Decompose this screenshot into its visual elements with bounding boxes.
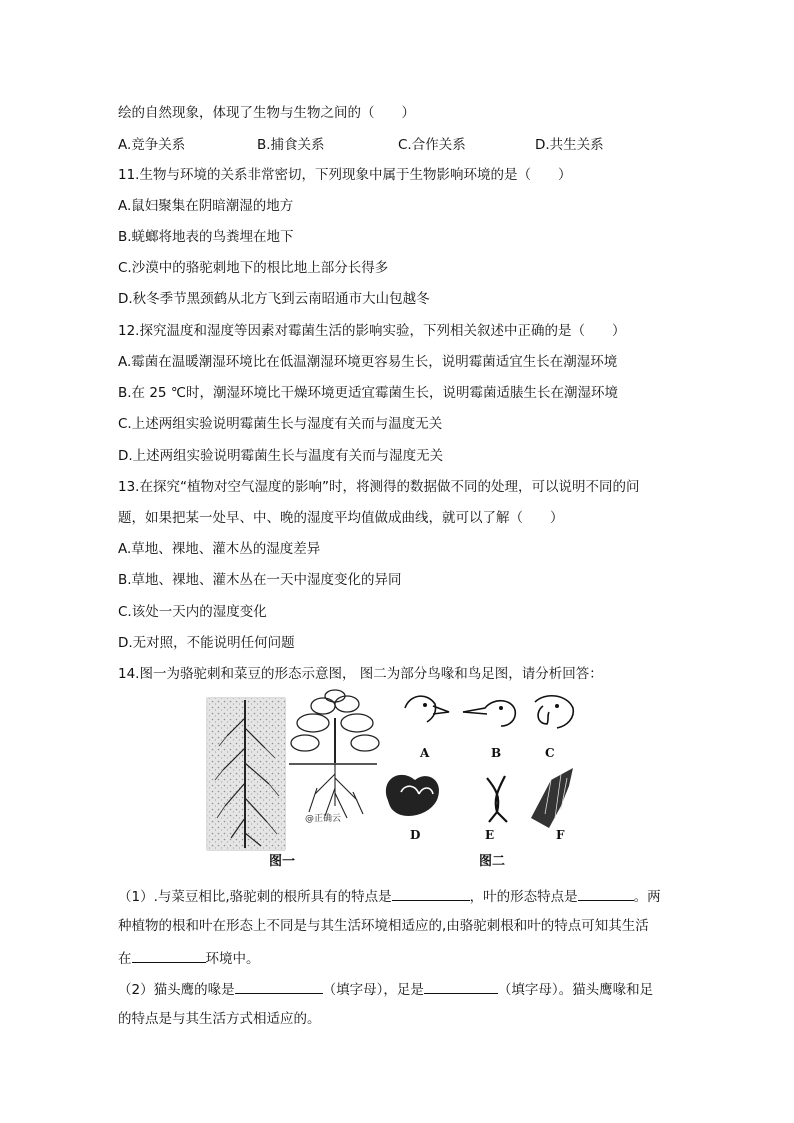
answer-blank-2[interactable] (578, 886, 634, 901)
question-13-option-c: C.该处一天内的湿度变化 (118, 604, 267, 620)
question-13-option-d: D.无对照，不能说明任何问题 (118, 635, 295, 651)
option-b: B.捕食关系 (257, 137, 325, 153)
part-2-line-1 (118, 979, 653, 999)
bird-foot-e (487, 776, 507, 822)
question-10-options (118, 133, 678, 153)
option-c: C.合作关系 (398, 137, 466, 153)
label-a: A (420, 746, 430, 760)
question-12-option-a: A.霉菌在温暖潮湿环境比在低温潮湿环境更容易生长，说明霉菌适宜生长在潮湿环境 (118, 354, 618, 370)
part-2-line-2: 的特点是与其生活方式相适应的。 (118, 1011, 321, 1027)
question-13-stem-cont: 题，如果把某一处早、中、晚的湿度平均值做成曲线，就可以了解（ ） (118, 510, 564, 526)
option-d: D.共生关系 (535, 137, 604, 153)
bird-foot-f (531, 768, 573, 828)
figure-illustration (205, 688, 585, 868)
caption-figure-1: 图一 (269, 854, 296, 869)
bean-plant-illustration (289, 690, 379, 818)
question-13-option-a: A.草地、裸地、灌木丛的湿度差异 (118, 541, 321, 557)
part-1-text-b: ，叶的形态特点是 (469, 889, 578, 905)
part-2-text-c: （填字母）。猫头鹰喙和足 (497, 982, 654, 998)
label-d: D (410, 828, 421, 842)
question-12-option-d: D.上述两组实验说明霉菌生长与温度有关而与湿度无关 (118, 448, 444, 464)
part-1-text-c: 。两 (633, 889, 661, 905)
question-12-option-b: B.在 25 ℃时，潮湿环境比干燥环境更适宜霉菌生长，说明霉菌适脿生长在潮湿环境 (118, 385, 618, 401)
bird-beak-c (535, 696, 573, 728)
part-1-text-a: （1）.与菜豆相比,骆驼刺的根所具有的特点是 (118, 889, 392, 905)
answer-blank-1[interactable] (392, 886, 470, 901)
question-11-option-d: D.秋冬季节黑颈鹤从北方飞到云南昭通市大山包越冬 (118, 291, 430, 307)
label-b: B (491, 746, 502, 760)
label-c: C (545, 746, 555, 760)
question-10-stem-tail: 绘的自然现象，体现了生物与生物之间的（ ） (118, 105, 415, 121)
option-a: A.竞争关系 (118, 137, 186, 153)
part-1-line-2: 种植物的根和叶在形态上不同是与其生活环境相适应的,由骆驼刺根和叶的特点可知其生活 (118, 918, 649, 934)
question-12-option-c: C.上述两组实验说明霉菌生长与湿度有关而与温度无关 (118, 416, 443, 432)
part-2-text-b: （填字母），足是 (322, 982, 424, 998)
answer-blank-3[interactable] (132, 948, 206, 963)
part-1-line-3 (118, 948, 260, 968)
bird-foot-d (386, 775, 439, 816)
part-1-text-e: 环境中。 (205, 951, 260, 967)
figure-plants-and-birds (205, 688, 585, 868)
part-2-text-a: （2）猫头鹰的喙是 (118, 982, 235, 998)
question-12-stem: 12.探究温度和湿度等因素对霉菌生活的影响实验，下列相关叙述中正确的是（ ） (118, 323, 626, 339)
label-e: E (485, 828, 495, 842)
question-11-option-a: A.鼠妇聚集在阴暗潮湿的地方 (118, 198, 294, 214)
part-1-line-1 (118, 886, 661, 906)
answer-blank-5[interactable] (424, 979, 498, 994)
part-1-text-d: 在 (118, 951, 132, 967)
bird-beak-a (405, 696, 449, 722)
label-f: F (556, 828, 565, 842)
question-11-option-c: C.沙漠中的骆驼刺地下的根比地上部分长得多 (118, 260, 389, 276)
figure-watermark: @正确云 (305, 814, 342, 824)
camel-thorn-illustration (207, 698, 285, 850)
question-13-stem: 13.在探究“植物对空气湿度的影响”时，将测得的数据做不同的处理，可以说明不同的问 (118, 479, 640, 495)
answer-blank-4[interactable] (235, 979, 323, 994)
question-11-stem: 11.生物与环境的关系非常密切，下列现象中属于生物影响环境的是（ ） (118, 167, 572, 183)
question-14-stem: 14.图一为骆驼刺和菜豆的形态示意图， 图二为部分鸟喙和鸟足图，请分析回答： (118, 666, 603, 682)
question-13-option-b: B.草地、裸地、灌木丛在一天中湿度变化的异同 (118, 572, 402, 588)
caption-figure-2: 图二 (479, 854, 506, 869)
bird-beak-b (463, 701, 515, 726)
question-11-option-b: B.蜣螂将地表的鸟粪埋在地下 (118, 229, 294, 245)
